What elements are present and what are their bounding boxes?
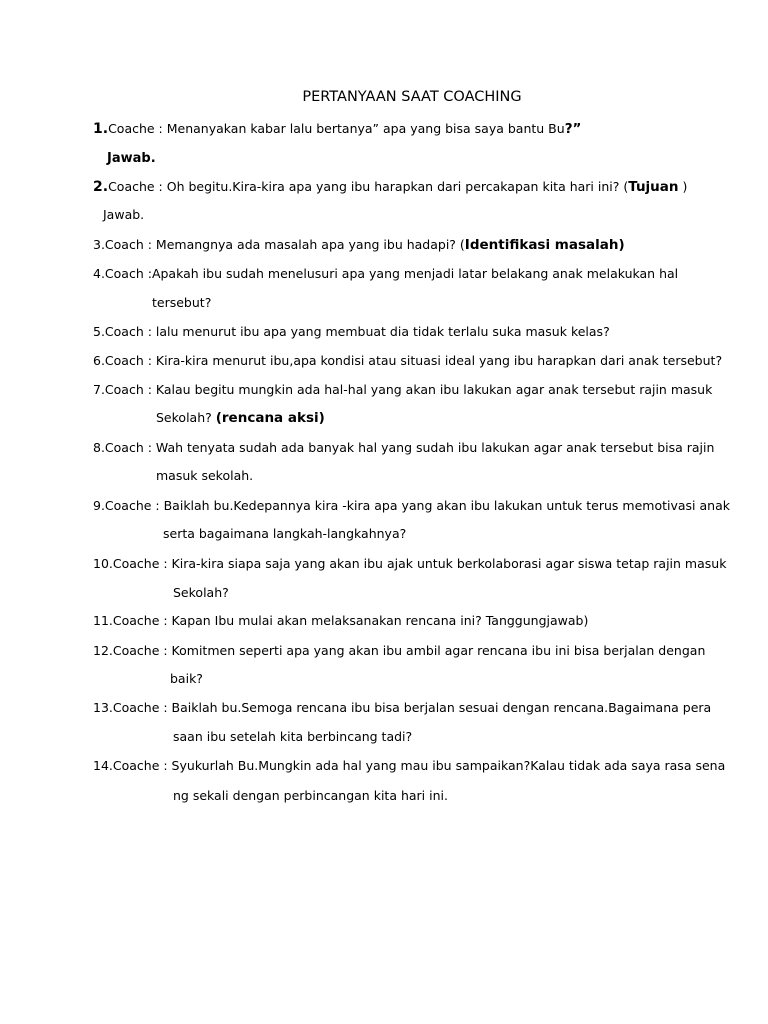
question-3-text: 3.Coach : Memangnya ada masalah apa yang ibu hadapi? (: [93, 237, 465, 252]
question-11: 11.Coache : Kapan Ibu mulai akan melaksanakan rencana ini? Tanggungjawab): [93, 613, 589, 628]
document-title: PERTANYAAN SAAT COACHING: [302, 89, 522, 105]
question-10-line-1: 10.Coache : Kira-kira siapa saja yang akan ibu ajak untuk berkolaborasi agar siswa tetap rajin masuk: [93, 556, 727, 571]
question-2: [93, 179, 687, 195]
question-1-tail: ?”: [564, 121, 582, 137]
question-2-close: ): [678, 179, 688, 194]
question-7-line-2: [156, 410, 325, 426]
question-6: 6.Coach : Kira-kira menurut ibu,apa kondisi atau situasi ideal yang ibu harapkan dari anak tersebut?: [93, 353, 723, 368]
question-4-line-1: 4.Coach :Apakah ibu sudah menelusuri apa yang menjadi latar belakang anak melakukan hal: [93, 266, 679, 281]
question-10-line-2: Sekolah?: [173, 585, 229, 600]
question-1: [93, 121, 581, 137]
answer-1-label: Jawab.: [107, 151, 156, 166]
question-7-line-1: 7.Coach : Kalau begitu mungkin ada hal-hal yang akan ibu lakukan agar anak tersebut rajin masuk: [93, 382, 713, 397]
question-3: [93, 237, 625, 253]
question-7-line-2-text: Sekolah?: [156, 410, 216, 425]
question-7-tag: (rencana aksi): [215, 410, 325, 426]
question-12-line-1: 12.Coache : Komitmen seperti apa yang akan ibu ambil agar rencana ibu ini bisa berjalan dengan: [93, 643, 706, 658]
answer-2: [103, 207, 144, 223]
question-12-line-2: baik?: [170, 671, 203, 686]
question-14-line-2: ng sekali dengan perbincangan kita hari ini.: [173, 788, 448, 803]
question-14-line-1: 14.Coache : Syukurlah Bu.Mungkin ada hal yang mau ibu sampaikan?Kalau tidak ada saya rasa sena: [93, 758, 726, 773]
answer-2-label: Jawab.: [103, 207, 145, 222]
question-1-number: 1.: [93, 121, 109, 137]
question-9-line-1: 9.Coache : Baiklah bu.Kedepannya kira -kira apa yang akan ibu lakukan untuk terus memotivasi anak: [93, 498, 730, 513]
question-2-number: 2.: [93, 179, 109, 195]
question-13-line-1: 13.Coache : Baiklah bu.Semoga rencana ibu bisa berjalan sesuai dengan rencana.Bagaimana pera: [93, 700, 712, 715]
question-5: 5.Coach : lalu menurut ibu apa yang membuat dia tidak terlalu suka masuk kelas?: [93, 324, 610, 339]
question-8-line-1: 8.Coach : Wah tenyata sudah ada banyak hal yang sudah ibu lakukan agar anak tersebut bisa rajin: [93, 440, 715, 455]
answer-1: [107, 150, 156, 167]
question-4-line-2: tersebut?: [152, 295, 212, 310]
question-9-line-2: serta bagaimana langkah-langkahnya?: [163, 526, 407, 541]
question-13-line-2: saan ibu setelah kita berbincang tadi?: [173, 729, 413, 744]
question-2-tag: Tujuan: [628, 179, 679, 195]
question-8-line-2: masuk sekolah.: [156, 468, 254, 483]
question-2-text: Coache : Oh begitu.Kira-kira apa yang ibu harapkan dari percakapan kita hari ini? (: [108, 179, 629, 194]
question-3-tag: Identifikasi masalah): [464, 237, 625, 253]
question-1-text: Coache : Menanyakan kabar lalu bertanya” apa yang bisa saya bantu Bu: [108, 121, 565, 136]
